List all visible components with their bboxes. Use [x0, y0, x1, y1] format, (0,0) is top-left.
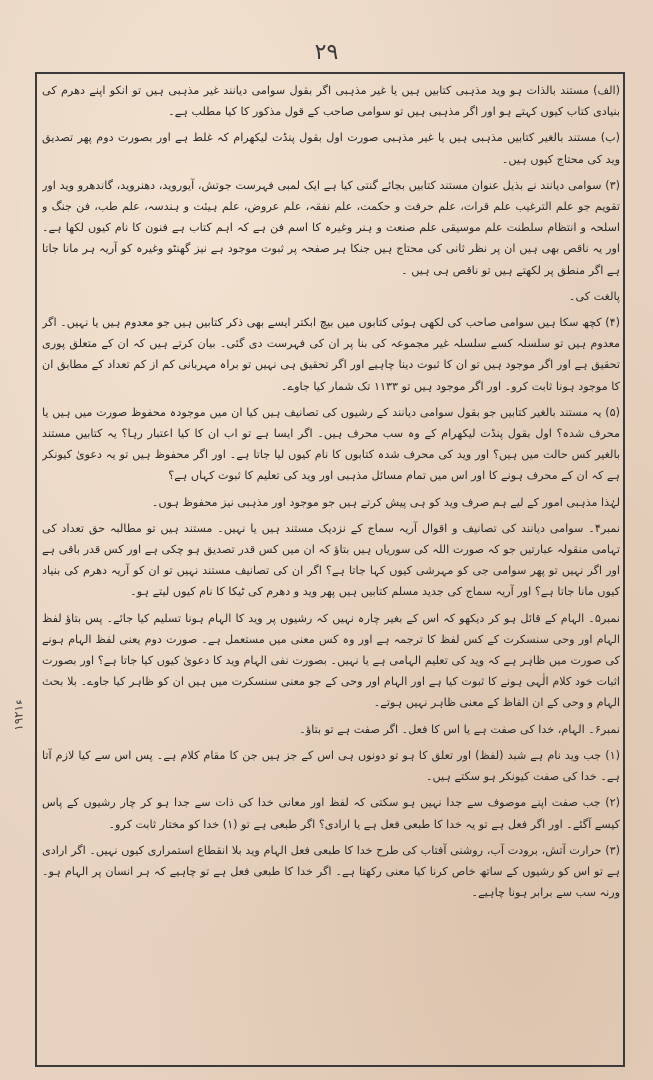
body-text — [42, 80, 620, 1060]
page-number: ۲۹ — [314, 40, 339, 65]
paragraph-6-3: (۳) حرارت آتش، برودت آب، روشنی آفتاب کی طرح خدا کا طبعی فعل الہام وید بلا انقطاع استمراری کیوں نہیں۔ اگر ارادی ہے تو اس کو رشیوں کے ساتھ خاص کرنا کیا معنی رکھتا ہے۔ اگر خدا کا طبعی فعل ہے تو چاہیے کہ ہر انسان پر الہام ہو۔ ورنہ سب سے برابر ہونا چاہیے۔ — [42, 843, 620, 900]
paragraph-conclusion: لہٰذا مذہبی امور کے لیے ہم صرف وید کو ہی پیش کرتے ہیں جو موجود اور مذہبی نیز محفوظ ہوں۔ — [151, 495, 620, 509]
paragraph-number-4: نمبر۴۔ سوامی دیانند کی تصانیف و اقوال آریہ سماج کے نزدیک مستند ہیں یا نہیں۔ مستند ہیں تو مطالبہ حق تعداد کی تہامی منقولہ عبارتیں جو کہ صورت اللہ کی سوریاں ہیں بتاؤ کہ ان میں کس قدر تصدیق ہو چکی ہے اور کس قدر باقی ہے اور اگر نہیں تو پھر سوامی جی کو مہرشی کیوں کہا جاتا ہے؟ اگر ان کی تصانیف مستند نہیں تو ان کو آریہ دھرم کی بنیاد کیوں مانا جاتا ہے؟ اور آریہ سماج کی جدید مسلم کتابیں ہیں پھر وید و دھرم کی ٹیکا کا نام کیوں لیتے ہو۔ — [42, 521, 620, 599]
paragraph-be: (ب) مستند بالغیر کتابیں مذہبی ہیں یا غیر مذہبی صورت اول بقول پنڈت لیکھرام کہ غلط ہے اور بصورت دوم پھر تصدیق وید کی محتاج کیوں ہیں۔ — [42, 131, 620, 166]
paragraph-6-2: (۲) جب صفت اپنے موصوف سے جدا نہیں ہو سکتی کہ لفظ اور معانی خدا کی ذات سے جدا ہو کر چار رشیوں کے پاس کیسے آگئے۔ اور اگر فعل ہے تو یہ خدا کا طبعی فعل ہے یا ارادی؟ اگر طبعی ہے تو (۱) خدا کو مختار ثابت کرو۔ — [42, 796, 620, 831]
paragraph-5: (۵) یہ مستند بالغیر کتابیں جو بقول سوامی دیانند کے رشیوں کی تصانیف ہیں کیا ان میں موجودہ محفوظ صورت میں ہیں یا محرف شدہ؟ اول بقول پنڈت لیکھرام کے وہ سب محرف ہیں۔ اگر ایسا ہے تو اب ان کا کیا اعتبار رہا؟ یہ کتابیں مستند بالغیر کس حالت میں ہیں؟ اور وید کی محرف شدہ کتابوں کا نام کیوں لیا جاتا ہے۔ اور اگر محفوظ ہیں تو یہ دعویٰ کیونکر ہے کہ ان کے محرف ہونے کا اور اس میں تمام مسائل مذہبی اور وید کی تعلیم کا ثبوت کہاں ہے؟ — [42, 405, 620, 483]
paragraph-lughat: پالغت کی۔ — [568, 289, 620, 303]
paragraph-3: (۳) سوامی دیانند نے بذیل عنوان مستند کتابیں بجائے گنتی کیا ہے ایک لمبی فہرست جوتش، آیوروید، دھنروید، گاندھرو وید اور تقویم جو علم الترغیب علم قرات، علم حرفت و حکمت، علم نفقہ، علم عروض، علم ہیئت و ہندسہ، علم طب، فن جنگ و اسلحہ و انتظام سلطنت علم موسیقی علم صنعت و ہنر وغیرہ کا اسم فن ہے کہ اہم کتاب ہے فنون کا نام کیوں لکھا ہے۔ اور یہ ناقص بھی ہیں ان پر نظر ثانی کی محتاج ہیں جنکا ہر صفحہ پر ثبوت موجود ہے نیز گھنٹو وغیرہ کو آریہ ہر مانا جاتا ہے اگر منطق پر لکھتے ہیں تو ناقص ہی ہیں ۔ — [42, 178, 620, 277]
paragraph-alif: (الف) مستند بالذات ہو وید مذہبی کتابیں ہیں یا غیر مذہبی اگر بقول سوامی دیانند غیر مذہبی ہیں تو انکو اپنے دھرم کی بنیادی کتاب کیوں کہتے ہو اور اگر مذہبی ہیں تو سوامی صاحب کے قول مذکور کا کیا مطلب ہے۔ — [42, 84, 620, 119]
margin-note-text: ۱۹۲۱ء — [12, 699, 26, 731]
paragraph-number-6: نمبر۶۔ الہام، خدا کی صفت ہے یا اس کا فعل۔ اگر صفت ہے تو بتاؤ۔ — [299, 722, 620, 736]
margin-note — [6, 660, 32, 770]
paragraph-4: (۴) کچھ سکا ہیں سوامی صاحب کی لکھی ہوئی کتابوں میں بیچ ابکتر ایسے بھی ذکر کتابیں ہیں جو معدوم ہیں یا نہیں۔ اگر معدوم ہیں تو سلسلہ کسے سلسلہ غیر مجموعہ کی بنا پر ان کی فہرست دی گئی۔ بیان کرتے ہیں کہ ان کے متعلق پوری تحقیق ہے اور اگر موجود ہیں تو ان کا ثبوت دینا چاہیے اور اگر تحقیق ہی نہیں تو براہ مہربانی کم از کم تعداد کے مطابق ان کا موجود ہونا ثابت کرو۔ اور اگر موجود ہیں تو ۱۱۳۳ تک شمار کیا جاوے۔ — [42, 316, 620, 393]
paragraph-6-1: (۱) جب وید نام ہے شبد (لفظ) اور تعلق کا ہو تو دونوں ہی اس کے جز ہیں جن کا مقام کلام ہے۔ پس اس سے کیا لازم آتا ہے۔ خدا کی صفت کیونکر ہو سکتے ہیں۔ — [42, 748, 620, 784]
paragraph-number-5: نمبر۵۔ الہام کے قائل ہو کر دیکھو کہ اس کے بغیر چارہ نہیں کہ رشیوں پر وید کا الہام ہونا تسلیم کیا جائے۔ پس بتاؤ لفظ الہام اور وحی سنسکرت کے کس لفظ کا ترجمہ ہے اور وہ کس معنی میں مستعمل ہے۔ صورت دوم یعنی لفظ الہام ہونے کی صورت میں ظاہر ہے کہ وید کی تعلیم الہامی ہے یا نہیں۔ بصورت نفی الہام وید کا دعویٰ کیوں کیا جاتا ہے؟ اور بصورت اثبات خود کلام الٰہی ہونے کا ثبوت کیا ہے اور الہام اور وحی کے جو معنی سنسکرت میں ہیں ان کو ظاہر کیا جاوے۔ بلا بحث الہام و وحی کے ان الفاظ کے معنی ظاہر نہیں ہوتے۔ — [42, 611, 620, 710]
